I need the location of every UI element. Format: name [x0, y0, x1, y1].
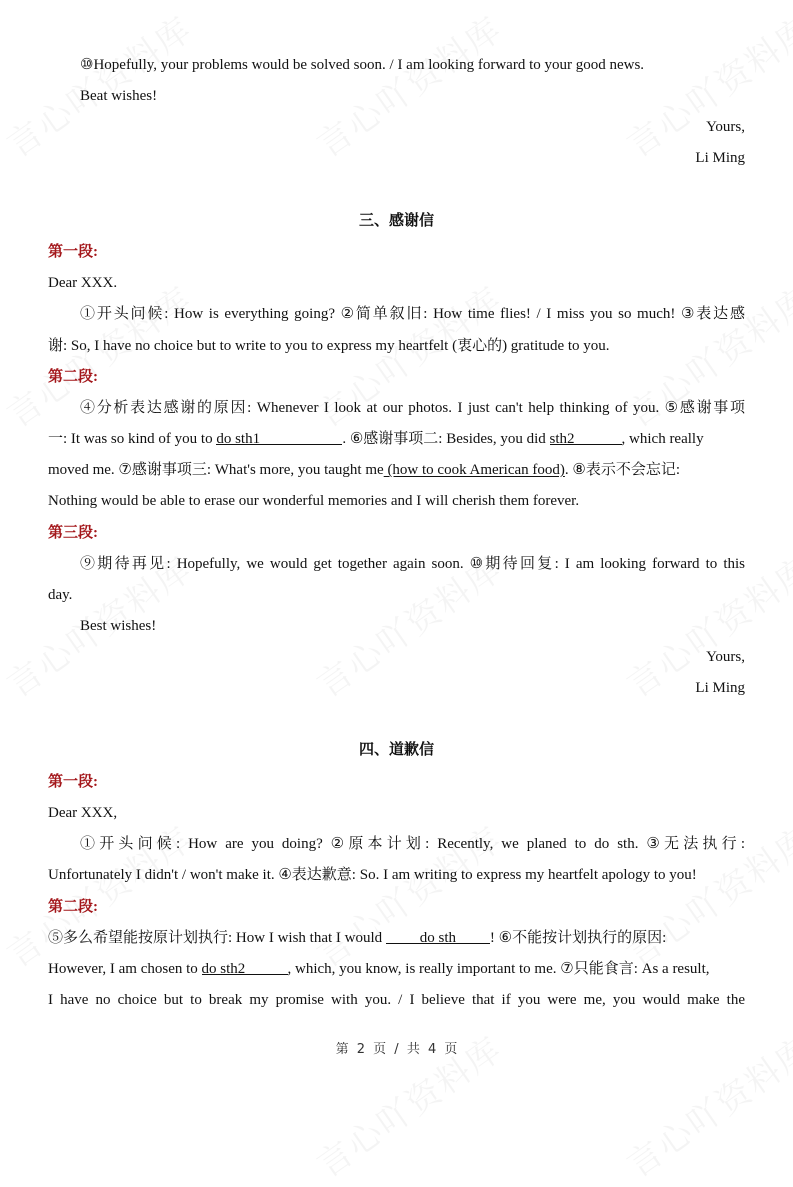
thanks-yours: Yours,	[706, 649, 745, 665]
apology-para1-line2: Unfortunately I didn't / won't make it. ④表达歉意: So. I am writing to express my heartfelt apology to you!	[48, 867, 697, 883]
fill-blank-do-sth1	[216, 429, 342, 445]
thanks-para2-line2	[48, 429, 745, 449]
thanks-para2-label: 第二段:	[48, 369, 98, 385]
page-indicator: 第 2 页 / 共 4 页	[335, 1042, 458, 1057]
apology-para2-label: 第二段:	[48, 899, 98, 915]
text-segment: , which, you know, is really important to me. ⑦只能食言: As a result,	[287, 961, 710, 977]
prev-signature: Li Ming	[695, 150, 745, 166]
section-heading-apology: 四、道歉信	[358, 742, 434, 758]
apology-para2-line2	[48, 959, 745, 979]
blank-text: sth2	[549, 431, 575, 447]
thanks-para1-line2: 谢: So, I have no choice but to write to you to express my heartfelt (衷心的) gratitude to you.	[48, 338, 610, 354]
prev-closing: Beat wishes!	[80, 88, 158, 104]
watermark-text	[0, 2, 201, 166]
thanks-para1-label: 第一段:	[48, 244, 98, 260]
underlined-phrase: (how to cook American food)	[383, 462, 565, 478]
blank-text: do sth2	[201, 961, 246, 977]
watermark-text	[615, 2, 793, 166]
text-segment: ⑤多么希望能按原计划执行: How I wish that I would	[48, 930, 386, 946]
thanks-para1-line1: ①开头问候: How is everything going? ②简单叙旧: How time flies! / I miss you so much! ③表达感	[80, 306, 745, 322]
thanks-para2-line3	[48, 460, 745, 480]
thanks-para2-line4: Nothing would be able to erase our wonderful memories and I will cherish them forever.	[48, 493, 580, 509]
apology-para1-label: 第一段:	[48, 774, 98, 790]
fill-blank-sth2	[550, 429, 622, 445]
prev-yours: Yours,	[706, 119, 745, 135]
text-segment: However, I am chosen to	[48, 961, 202, 977]
text-segment: ! ⑥不能按计划执行的原因:	[489, 930, 667, 946]
thanks-signature: Li Ming	[695, 680, 745, 696]
thanks-para3-line1: ⑨期待再见: Hopefully, we would get together again soon. ⑩期待回复: I am looking forward to this	[80, 556, 745, 572]
apology-para2-line3: I have no choice but to break my promise with you. / I believe that if you were me, you would make the	[48, 992, 745, 1008]
apology-para2-line1	[48, 928, 745, 948]
text-segment: , which really	[621, 431, 704, 447]
watermark-text	[305, 2, 510, 166]
thanks-para3-line2: day.	[48, 587, 73, 603]
blank-text: do sth	[419, 930, 457, 946]
prev-item-10: ⑩Hopefully, your problems would be solved soon. / I am looking forward to your good news.	[80, 57, 645, 73]
fill-blank-do-sth2	[202, 959, 288, 975]
thanks-para2-line1: ④分析表达感谢的原因: Whenever I look at our photos. I just can't help thinking of you. ⑤感谢事项	[80, 400, 745, 416]
text-segment: 一: It was so kind of you to	[48, 431, 217, 447]
blank-text: do sth1	[216, 431, 261, 447]
text-segment: . ⑥感谢事项二: Besides, you did	[342, 431, 550, 447]
text-segment: moved me. ⑦感谢事项三: What's more, you taught me	[48, 462, 384, 478]
apology-para1-line1: ①开头问候: How are you doing? ②原本计划: Recently, we planed to do sth. ③无法执行:	[80, 836, 745, 852]
section-heading-thanks: 三、感谢信	[358, 213, 434, 229]
thanks-salutation: Dear XXX.	[48, 275, 118, 291]
fill-blank-do-sth	[386, 928, 490, 944]
thanks-closing: Best wishes!	[80, 618, 157, 634]
apology-salutation: Dear XXX,	[48, 805, 118, 821]
thanks-para3-label: 第三段:	[48, 525, 98, 541]
text-segment: . ⑧表示不会忘记:	[564, 462, 681, 478]
